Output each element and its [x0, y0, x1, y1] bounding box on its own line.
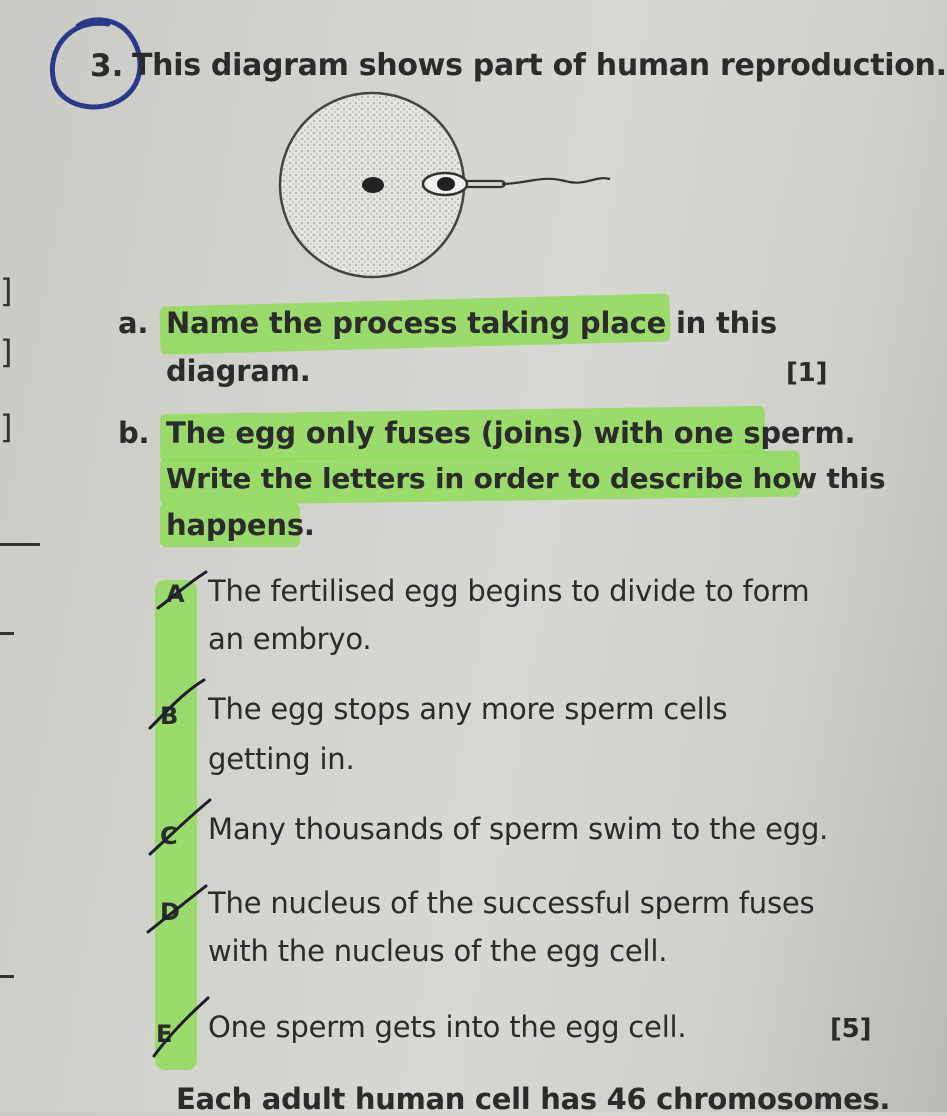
option-a-line2: an embryo. [208, 622, 372, 656]
part-b-label: b. [118, 416, 150, 450]
option-b-line1: The egg stops any more sperm cells [208, 692, 728, 726]
sperm-tail [466, 181, 505, 187]
part-a-line1: Name the process taking place in this [166, 306, 777, 340]
egg-nucleus [362, 177, 384, 193]
part-a-marks: [1] [786, 358, 828, 388]
option-c-line1: Many thousands of sperm swim to the egg. [208, 812, 829, 846]
question-number: 3. [90, 48, 124, 84]
option-b-letter: B [160, 702, 179, 730]
option-d-line1: The nucleus of the successful sperm fuses [208, 886, 815, 920]
option-d-line2: with the nucleus of the egg cell. [208, 934, 668, 968]
footer-text: Each adult human cell has 46 chromosomes. [176, 1082, 891, 1116]
egg-sperm-diagram [270, 95, 630, 285]
margin-bracket-2: ] [0, 333, 13, 371]
part-b-line1: The egg only fuses (joins) with one sperm. [166, 416, 856, 450]
option-a-line1: The fertilised egg begins to divide to form [208, 574, 810, 608]
option-e-line1: One sperm gets into the egg cell. [208, 1010, 687, 1044]
option-e-letter: E [156, 1020, 173, 1048]
part-a-line2: diagram. [166, 354, 311, 388]
margin-line-1 [0, 543, 40, 546]
pen-strike-marks [140, 560, 230, 1060]
option-b-line2: getting in. [208, 742, 355, 776]
part-b-line3: happens. [166, 508, 315, 542]
option-d-letter: D [160, 898, 180, 926]
part-b-marks: [5] [830, 1014, 872, 1044]
option-c-letter: C [160, 822, 178, 850]
option-a-letter: A [166, 580, 185, 608]
margin-bracket-3: ] [0, 408, 13, 446]
margin-bracket-1: ] [0, 272, 13, 310]
question-intro: This diagram shows part of human reproduction. [132, 48, 947, 83]
margin-line-3 [0, 975, 14, 978]
part-b-line2: Write the letters in order to describe how this [166, 462, 886, 495]
margin-line-2 [0, 632, 14, 635]
part-a-label: a. [118, 306, 149, 340]
